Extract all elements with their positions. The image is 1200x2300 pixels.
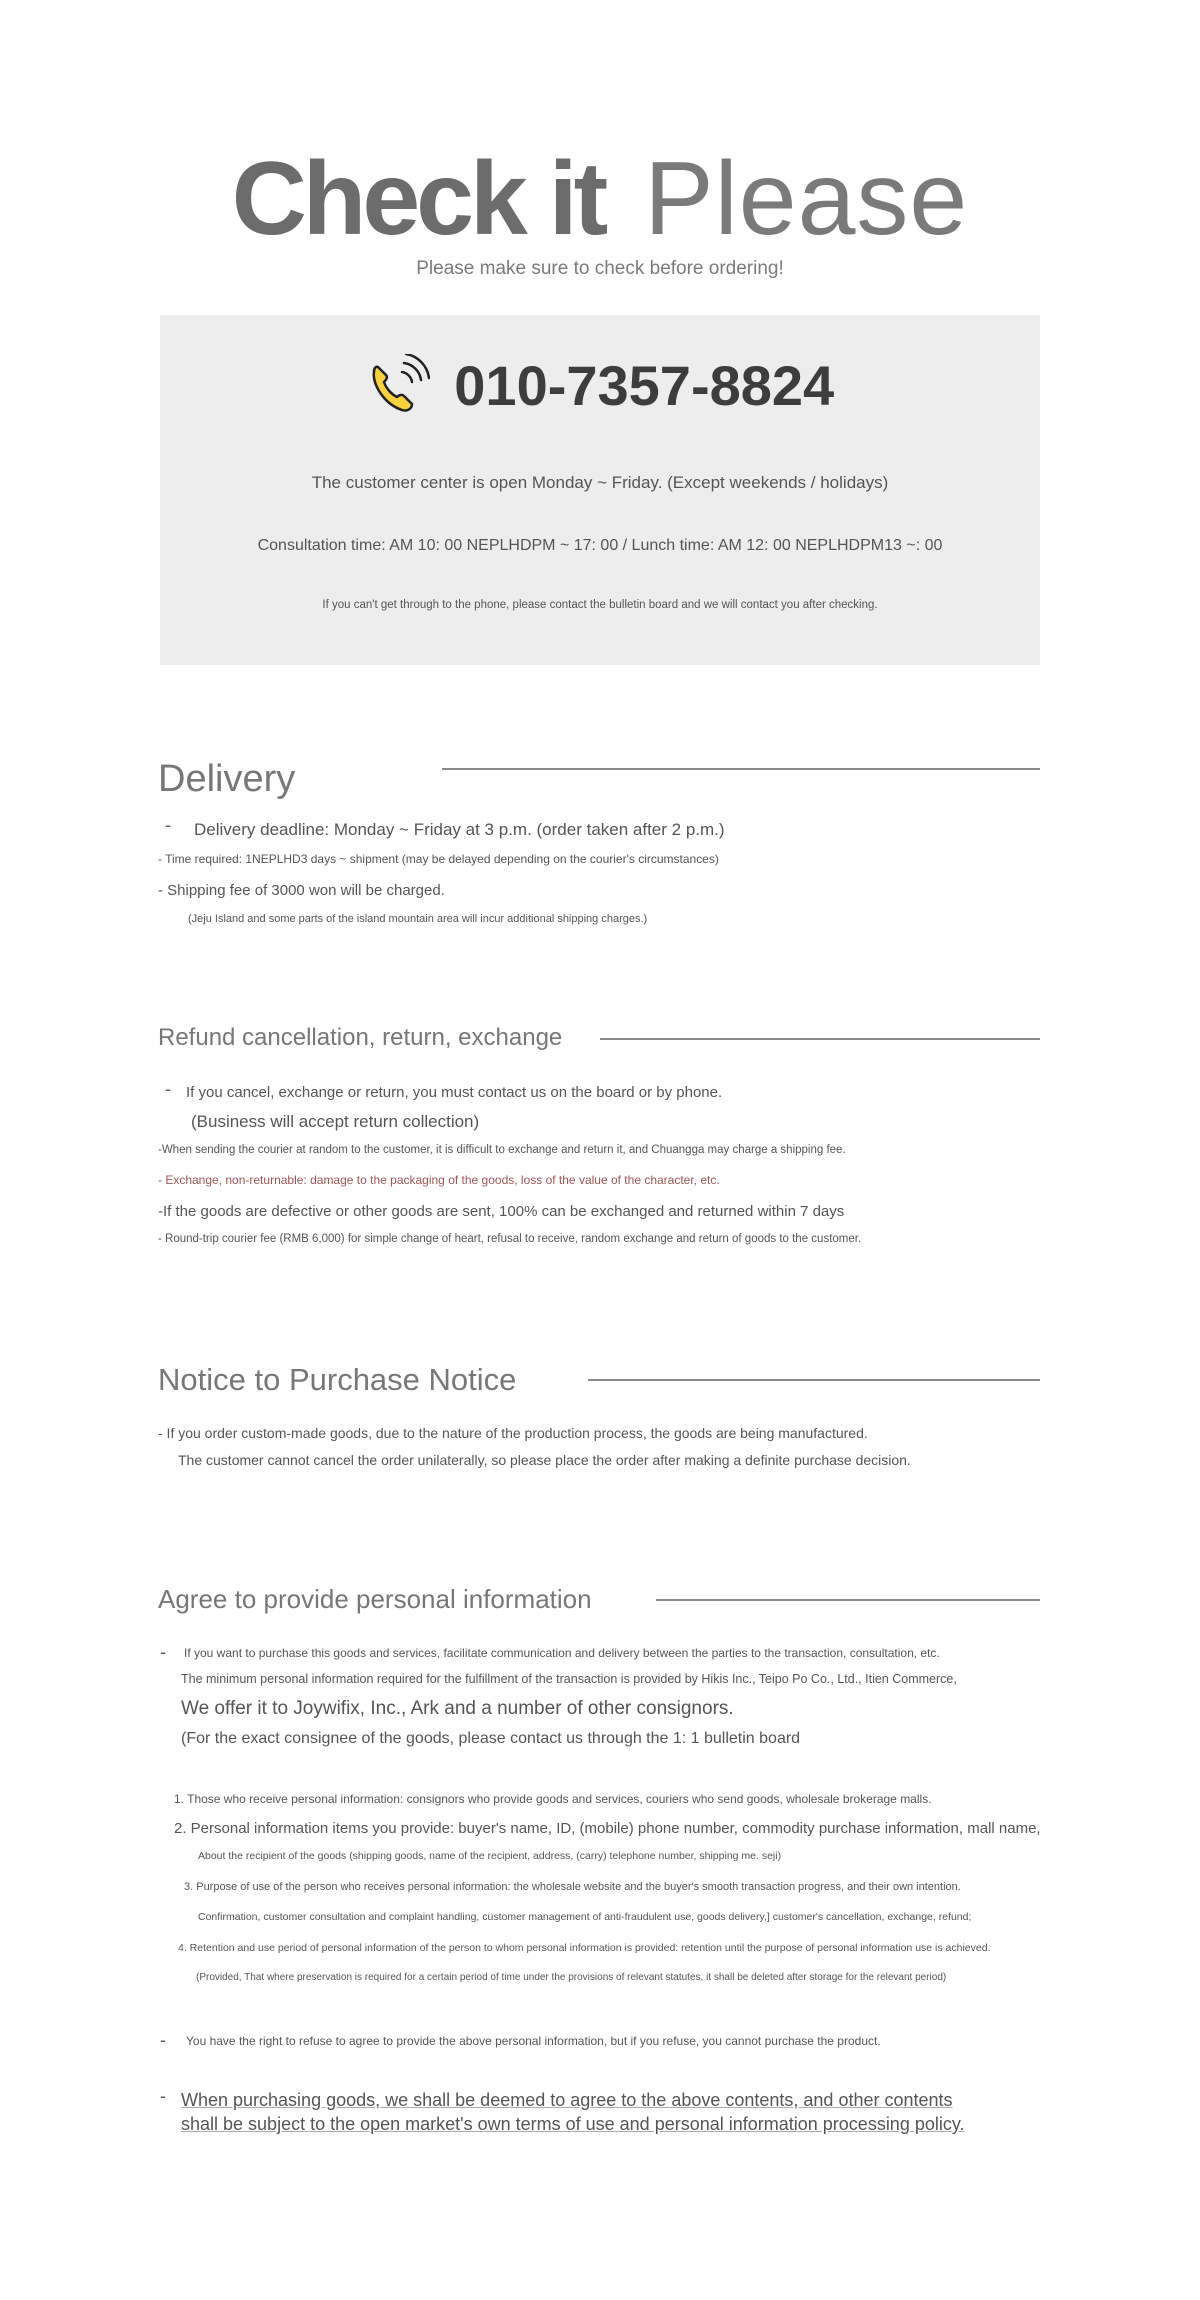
personal-item-4b: (Provided, That where preservation is required for a certain period of time under the provisions of relevant statutes, it shall be deleted after storage for the relevant period) [196,1972,947,1983]
hero-title [0,140,1200,259]
notice-line-2: The customer cannot cancel the order unilaterally, so please place the order after making a definite purchase decision. [178,1452,911,1468]
hero-title-bold: Check it [231,141,605,257]
refund-random-courier: -When sending the courier at random to the customer, it is difficult to exchange and return it, and Chuangga may charge a shipping fee. [158,1144,846,1156]
delivery-fee-note: (Jeju Island and some parts of the island mountain area will incur additional shipping charges.) [188,913,648,925]
hero-title-light: Please [644,141,969,257]
personal-dash-2: - [160,2030,166,2050]
personal-item-3b: Confirmation, customer consultation and complaint handling, customer management of anti-fraudulent use, goods delivery,] customer's cancellation, exchange, refund; [198,1911,972,1923]
refund-divider [600,1038,1040,1040]
personal-intro-3: We offer it to Joywifix, Inc., Ark and a number of other consignors. [181,1698,734,1719]
delivery-time-required: - Time required: 1NEPLHD3 days ~ shipment (may be delayed depending on the courier's circumstances) [158,852,719,866]
refund-title: Refund cancellation, return, exchange [158,1024,563,1051]
refund-collection: (Business will accept return collection) [191,1112,480,1131]
notice-divider [588,1379,1040,1381]
personal-final-2: shall be subject to the open market's own terms of use and personal information processing policy. [181,2114,965,2134]
contact-note: If you can't get through to the phone, please contact the bulletin board and we will contact you after checking. [322,599,878,611]
contact-box [160,315,1040,665]
delivery-fee: - Shipping fee of 3000 won will be charged. [158,882,445,899]
personal-item-2: 2. Personal information items you provide: buyer's name, ID, (mobile) phone number, commodity purchase information, mall name, [174,1820,1041,1837]
delivery-dash: - [165,815,171,835]
personal-item-1: 1. Those who receive personal information: consignors who provide goods and services, couriers who send goods, wholesale brokerage malls. [174,1792,932,1806]
delivery-divider [442,768,1040,770]
refund-non-returnable: - Exchange, non-returnable: damage to the packaging of the goods, loss of the value of the character, etc. [158,1173,720,1187]
personal-item-4: 4. Retention and use period of personal information of the person to whom personal information is provided: retention until the purpose of personal information use is achieved. [178,1942,991,1954]
personal-item-3: 3. Purpose of use of the person who receives personal information: the wholesale website and the buyer's smooth transaction progress, and their own intention. [184,1881,961,1893]
delivery-deadline: Delivery deadline: Monday ~ Friday at 3 p.m. (order taken after 2 p.m.) [194,820,725,839]
personal-item-2b: About the recipient of the goods (shipping goods, name of the recipient, address, (carry) telephone number, shipping me. seji) [198,1850,782,1862]
notice-title: Notice to Purchase Notice [158,1362,517,1397]
phone-row [160,353,1040,418]
notice-line-1: - If you order custom-made goods, due to the nature of the production process, the goods are being manufactured. [158,1425,868,1441]
delivery-title: Delivery [158,758,296,800]
personal-intro-1: If you want to purchase this goods and services, facilitate communication and delivery between the parties to the transaction, consultation, etc. [184,1646,940,1660]
phone-number[interactable]: 010-7357-8824 [454,354,835,417]
personal-dash-1: - [160,1642,166,1662]
phone-icon [366,354,430,418]
refund-defective: -If the goods are defective or other goods are sent, 100% can be exchanged and returned within 7 days [158,1203,845,1220]
contact-consultation: Consultation time: AM 10: 00 NEPLHDPM ~ 17: 00 / Lunch time: AM 12: 00 NEPLHDPM13 ~: 00 [257,537,943,554]
personal-intro-4: (For the exact consignee of the goods, please contact us through the 1: 1 bulletin board [181,1730,801,1747]
hero-subtitle: Please make sure to check before ordering! [416,258,784,279]
contact-hours: The customer center is open Monday ~ Friday. (Except weekends / holidays) [311,473,889,492]
refund-dash: - [165,1079,171,1099]
personal-divider [656,1599,1040,1601]
personal-intro-2: The minimum personal information required for the fulfillment of the transaction is provided by Hikis Inc., Teipo Po Co., Ltd., Itien Commerce, [181,1672,957,1686]
personal-refuse: You have the right to refuse to agree to provide the above personal information, but if you refuse, you cannot purchase the product. [186,2034,881,2048]
personal-dash-3: - [160,2086,166,2106]
refund-round-trip-fee: - Round-trip courier fee (RMB 6,000) for simple change of heart, refusal to receive, random exchange and return of goods to the customer. [158,1233,862,1245]
personal-final-1: When purchasing goods, we shall be deemed to agree to the above contents, and other contents [181,2090,953,2110]
personal-title: Agree to provide personal information [158,1584,592,1614]
refund-contact-line: If you cancel, exchange or return, you must contact us on the board or by phone. [186,1084,723,1101]
